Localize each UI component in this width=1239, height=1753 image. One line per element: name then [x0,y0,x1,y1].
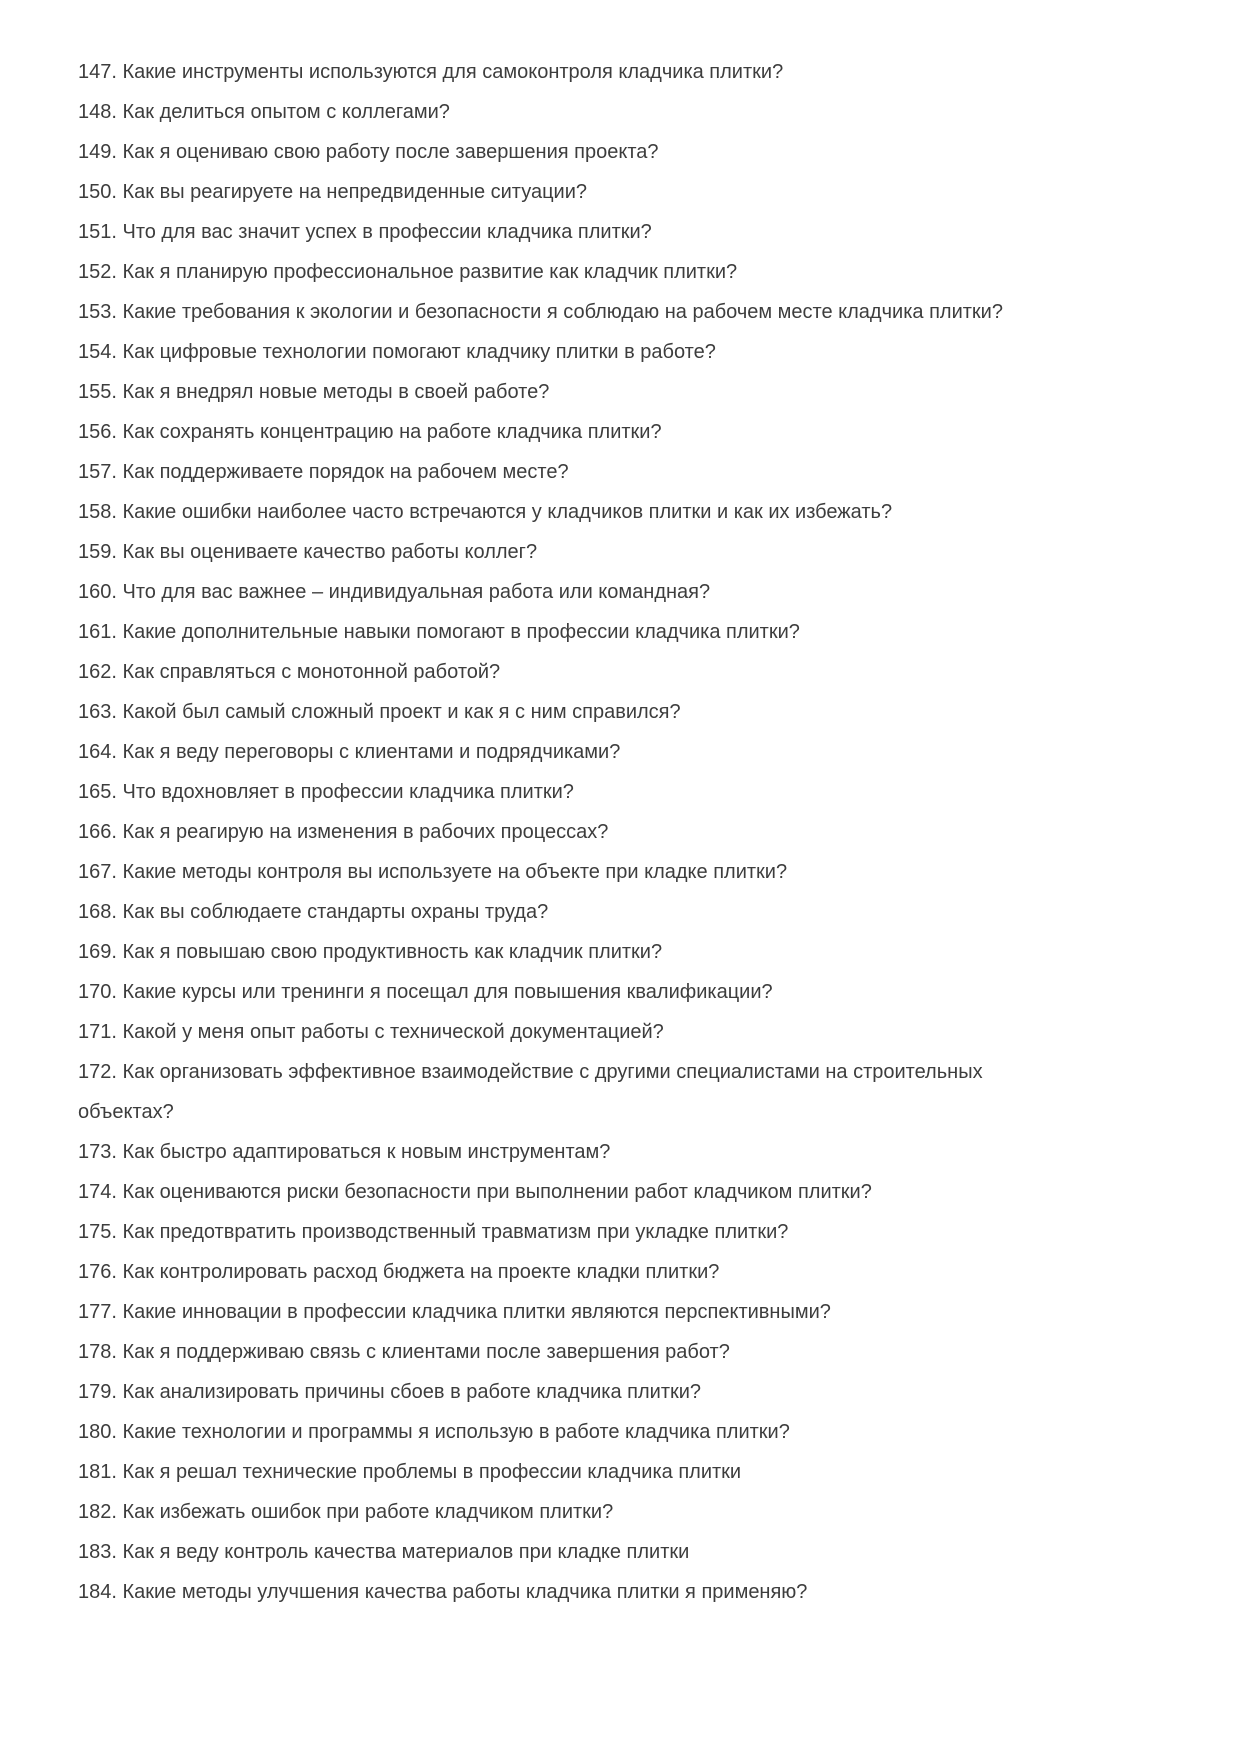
question-item: 169. Как я повышаю свою продуктивность как кладчик плитки? [78,941,663,963]
question-item: 183. Как я веду контроль качества материалов при кладке плитки [78,1541,690,1563]
question-item: 160. Что для вас важнее – индивидуальная работа или командная? [78,581,711,603]
question-item: 153. Какие требования к экологии и безопасности я соблюдаю на рабочем месте кладчика плитки? [78,301,1003,323]
question-item: 154. Как цифровые технологии помогают кладчику плитки в работе? [78,341,716,363]
question-item: 162. Как справляться с монотонной работой? [78,661,501,683]
question-item: 149. Как я оцениваю свою работу после завершения проекта? [78,141,659,163]
question-list [78,52,1038,1612]
question-item: 159. Как вы оцениваете качество работы коллег? [78,541,538,563]
question-item: 175. Как предотвратить производственный травматизм при укладке плитки? [78,1221,789,1243]
question-item: 163. Какой был самый сложный проект и как я с ним справился? [78,701,681,723]
question-item: 181. Как я решал технические проблемы в профессии кладчика плитки [78,1461,742,1483]
question-item: 170. Какие курсы или тренинги я посещал для повышения квалификации? [78,981,773,1003]
question-item: 178. Как я поддерживаю связь с клиентами после завершения работ? [78,1341,730,1363]
question-item: 148. Как делиться опытом с коллегами? [78,101,450,123]
question-item: 172. Как организовать эффективное взаимодействие с другими специалистами на строительных объектах? [78,1061,983,1123]
question-item: 147. Какие инструменты используются для самоконтроля кладчика плитки? [78,61,784,83]
question-item: 171. Какой у меня опыт работы с технической документацией? [78,1021,664,1043]
question-item: 161. Какие дополнительные навыки помогают в профессии кладчика плитки? [78,621,800,643]
question-item: 173. Как быстро адаптироваться к новым инструментам? [78,1141,611,1163]
question-item: 152. Как я планирую профессиональное развитие как кладчик плитки? [78,261,738,283]
question-item: 155. Как я внедрял новые методы в своей работе? [78,381,550,403]
question-item: 164. Как я веду переговоры с клиентами и подрядчиками? [78,741,621,763]
question-item: 167. Какие методы контроля вы используете на объекте при кладке плитки? [78,861,788,883]
question-item: 157. Как поддерживаете порядок на рабочем месте? [78,461,569,483]
question-item: 158. Какие ошибки наиболее часто встречаются у кладчиков плитки и как их избежать? [78,501,893,523]
question-item: 179. Как анализировать причины сбоев в работе кладчика плитки? [78,1381,702,1403]
question-item: 177. Какие инновации в профессии кладчика плитки являются перспективными? [78,1301,831,1323]
question-item: 151. Что для вас значит успех в профессии кладчика плитки? [78,221,652,243]
question-item: 150. Как вы реагируете на непредвиденные ситуации? [78,181,588,203]
question-item: 182. Как избежать ошибок при работе кладчиком плитки? [78,1501,614,1523]
question-item: 168. Как вы соблюдаете стандарты охраны труда? [78,901,549,923]
question-item: 165. Что вдохновляет в профессии кладчика плитки? [78,781,574,803]
question-item: 184. Какие методы улучшения качества работы кладчика плитки я применяю? [78,1581,808,1603]
question-item: 174. Как оцениваются риски безопасности при выполнении работ кладчиком плитки? [78,1181,872,1203]
question-item: 166. Как я реагирую на изменения в рабочих процессах? [78,821,609,843]
question-item: 180. Какие технологии и программы я использую в работе кладчика плитки? [78,1421,790,1443]
question-item: 176. Как контролировать расход бюджета на проекте кладки плитки? [78,1261,720,1283]
question-item: 156. Как сохранять концентрацию на работе кладчика плитки? [78,421,662,443]
